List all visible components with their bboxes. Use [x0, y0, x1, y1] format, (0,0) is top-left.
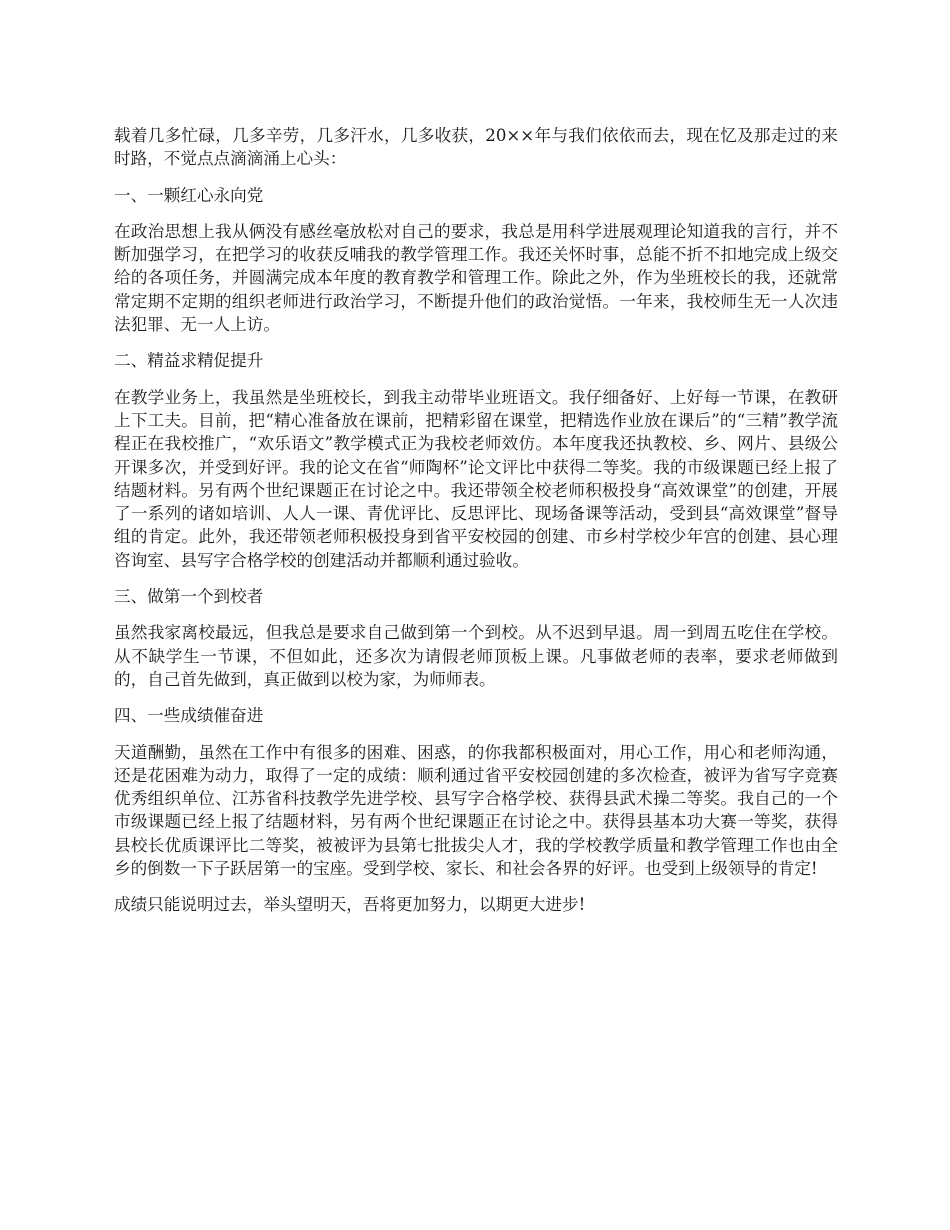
- section-body-3: 虽然我家离校最远，但我总是要求自己做到第一个到校。从不迟到早退。周一到周五吃住在学校。从不缺学生一节课，不但如此，还多次为请假老师顶板上课。凡事做老师的表率，要求老师做到的，自己首先做到，真正做到以校为家，为师师表。: [114, 623, 838, 689]
- section-heading-1: 一、一颗红心永向党: [114, 185, 264, 205]
- section-heading-3: 三、做第一个到校者: [114, 587, 264, 607]
- document-page: [114, 124, 838, 930]
- section-heading-2: 二、精益求精促提升: [114, 351, 264, 371]
- intro-paragraph: 载着几多忙碌，几多辛劳，几多汗水，几多收获，20××年与我们依依而去，现在忆及那走过的来时路，不觉点点滴滴涌上心头：: [114, 126, 838, 169]
- section-heading-4: 四、一些成绩催奋进: [114, 706, 264, 726]
- closing-paragraph: 成绩只能说明过去，举头望明天，吾将更加努力，以期更大进步!: [114, 895, 586, 915]
- section-body-1: 在政治思想上我从俩没有感丝毫放松对自己的要求，我总是用科学进展观理论知道我的言行，并不断加强学习，在把学习的收获反哺我的教学管理工作。我还关怀时事，总能不折不扣地完成上级交给的各项任务，并圆满完成本年度的教育教学和管理工作。除此之外，作为坐班校长的我，还就常常定期不定期的组织老师进行政治学习，不断提升他们的政治觉悟。一年来，我校师生无一人次违法犯罪、无一人上访。: [114, 221, 838, 335]
- section-body-2: 在教学业务上，我虽然是坐班校长，到我主动带毕业班语文。我仔细备好、上好每一节课，在教研上下工夫。目前，把“精心准备放在课前，把精彩留在课堂，把精选作业放在课后”的“三精”教学流程正在我校推广，“欢乐语文”教学模式正为我校老师效仿。本年度我还执教校、乡、网片、县级公开课多次，并受到好评。我的论文在省“师陶杯”论文评比中获得二等奖。我的市级课题已经上报了结题材料。另有两个世纪课题正在讨论之中。我还带领全校老师积极投身“高效课堂”的创建，开展了一系列的诸如培训、人人一课、青优评比、反思评比、现场备课等活动，受到县“高效课堂”督导组的肯定。此外，我还带领老师积极投身到省平安校园的创建、市乡村学校少年宫的创建、县心理咨询室、县写字合格学校的创建活动并都顺利通过验收。: [114, 387, 838, 570]
- section-body-4: 天道酬勤，虽然在工作中有很多的困难、困惑，的你我都积极面对，用心工作，用心和老师沟通，还是花困难为动力，取得了一定的成绩：顺利通过省平安校园创建的多次检查，被评为省写字竞赛优秀组织单位、江苏省科技教学先进学校、县写字合格学校、获得县武术操二等奖。我自己的一个市级课题已经上报了结题材料，另有两个世纪课题正在讨论之中。获得县基本功大赛一等奖，获得县校长优质课评比二等奖，被被评为县第七批拔尖人才，我的学校教学质量和教学管理工作也由全乡的倒数一下子跃居第一的宝座。受到学校、家长、和社会各界的好评。也受到上级领导的肯定!: [114, 742, 838, 879]
